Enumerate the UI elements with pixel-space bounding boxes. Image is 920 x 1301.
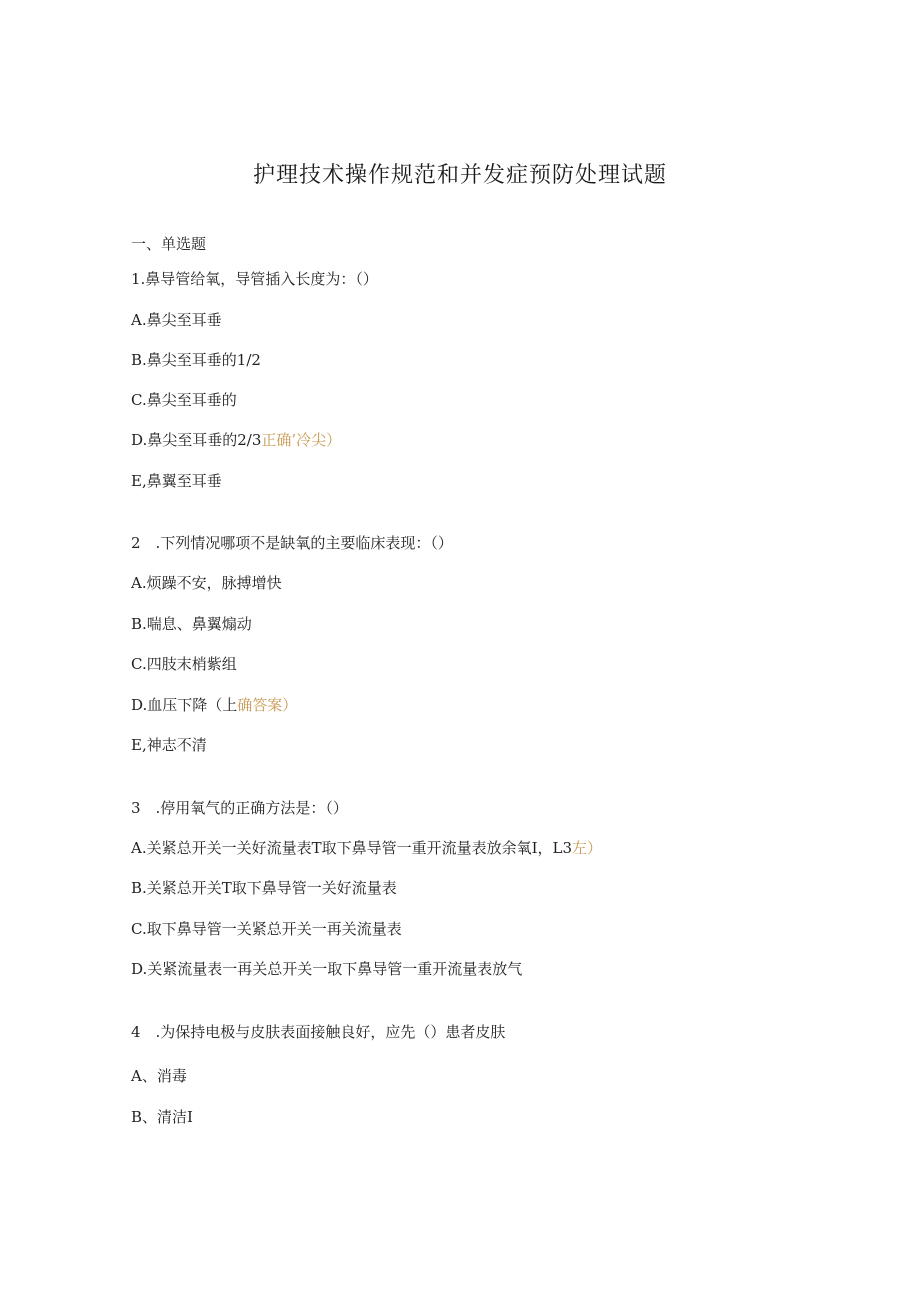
- question-1-option-d: [131, 430, 341, 450]
- question-2-option-c: [131, 654, 237, 674]
- question-4-option-b: [131, 1107, 193, 1127]
- question-2-option-a: [131, 573, 282, 593]
- question-1-option-c: [131, 390, 237, 410]
- question-3-option-b: [131, 878, 397, 898]
- option-text: C.鼻尖至耳垂的: [131, 391, 237, 409]
- question-2-stem: 2 .下列情况哪项不是缺氧的主要临床表现：（）: [131, 534, 453, 552]
- option-text: A.烦躁不安，脉搏增快: [131, 574, 282, 592]
- option-text: D.鼻尖至耳垂的2/3: [131, 431, 262, 449]
- option-text: E,鼻翼至耳垂: [131, 472, 222, 490]
- option-text: C.四肢末梢紫组: [131, 655, 237, 673]
- question-1-stem: 1.鼻导管给氧，导管插入长度为：（）: [131, 270, 378, 288]
- page-title: 护理技术操作规范和并发症预防处理试题: [252, 163, 667, 188]
- option-text: D.血压下降（上: [131, 696, 238, 714]
- question-2-option-e: [131, 735, 207, 755]
- question-2-option-b: [131, 614, 252, 634]
- section-heading: 一、单选题: [131, 235, 207, 253]
- option-text: B.喘息、鼻翼煽动: [131, 615, 252, 633]
- answer-mark: 正确’冷尖）: [261, 431, 342, 449]
- option-text: D.关紧流量表一再关总开关一取下鼻导管一重开流量表放气: [131, 960, 523, 978]
- question-3-option-a: [131, 838, 602, 858]
- option-text: B.关紧总开关T取下鼻导管一关好流量表: [131, 879, 397, 897]
- option-text: E,神志不清: [131, 736, 207, 754]
- option-text: A、消毒: [131, 1067, 187, 1085]
- question-2-option-d: [131, 695, 297, 715]
- answer-mark: 确答案）: [237, 696, 298, 714]
- question-1-option-e: [131, 471, 222, 491]
- option-text: A.关紧总开关一关好流量表T取下鼻导管一重开流量表放余氧I，L3: [131, 839, 573, 857]
- question-3-option-d: [131, 959, 522, 979]
- question-1-option-a: [131, 310, 222, 330]
- option-text: B、清洁I: [131, 1108, 193, 1126]
- question-3-stem: 3 .停用氧气的正确方法是：（）: [131, 799, 348, 817]
- question-1-option-b: [131, 350, 261, 370]
- option-text: C.取下鼻导管一关紧总开关一再关流量表: [131, 920, 402, 938]
- option-text: B.鼻尖至耳垂的1/2: [131, 351, 261, 369]
- question-4-option-a: [131, 1066, 187, 1086]
- option-text: A.鼻尖至耳垂: [131, 311, 222, 329]
- question-3-option-c: [131, 919, 402, 939]
- question-4-stem: 4 .为保持电极与皮肤表面接触良好，应先（）患者皮肤: [131, 1023, 506, 1041]
- answer-mark: 左）: [572, 839, 603, 857]
